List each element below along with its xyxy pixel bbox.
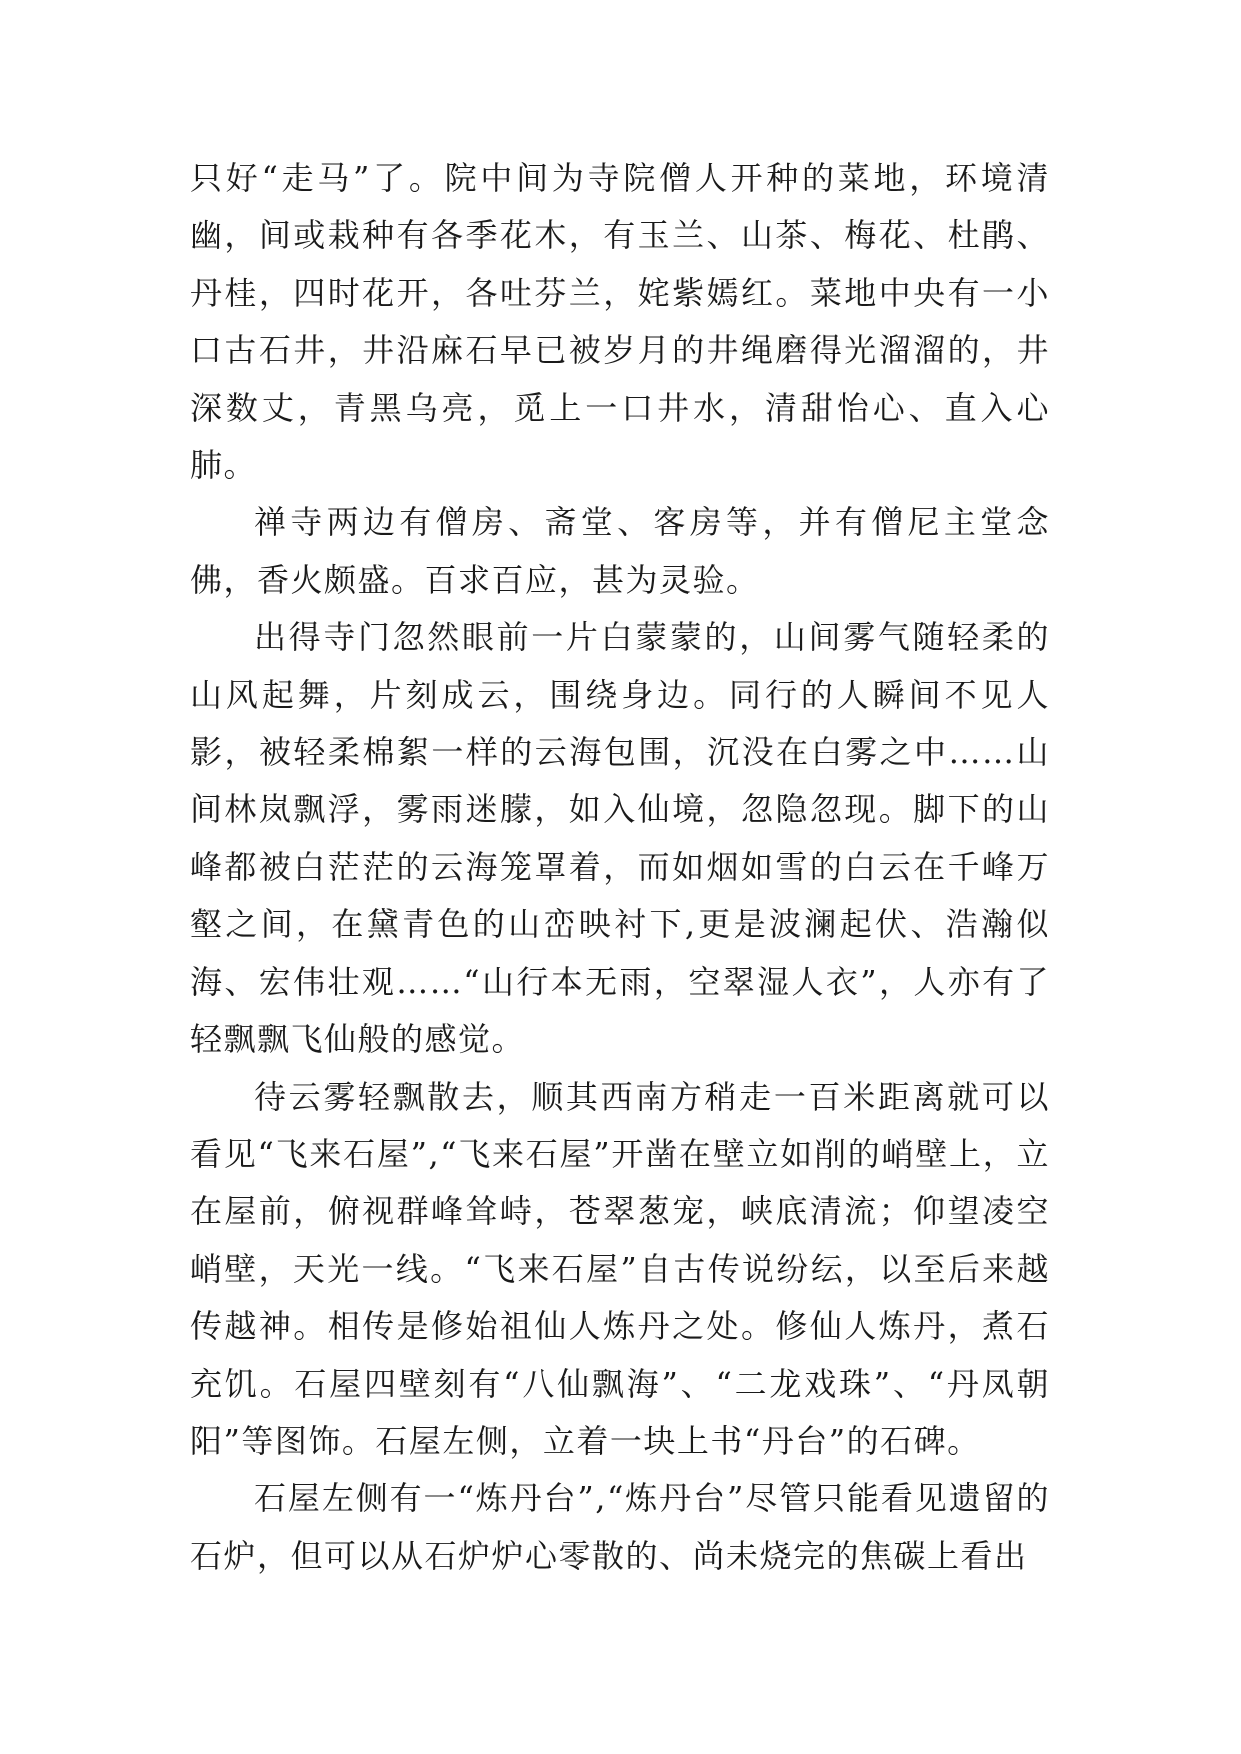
paragraph-5: 石屋左侧有一“炼丹台”,“炼丹台”尽管只能看见遗留的石炉，但可以从石炉炉心零散的、尚未烧完的焦碳上看出 xyxy=(190,1479,1050,1575)
paragraph-4: 待云雾轻飘散去，顺其西南方稍走一百米距离就可以看见“飞来石屋”,“飞来石屋”开凿在壁立如削的峭壁上，立在屋前，俯视群峰耸峙，苍翠葱宠，峡底清流；仰望凌空峭壁，天光一线。“飞来石屋”自古传说纷纭，以至后来越传越神。相传是修始祖仙人炼丹之处。修仙人炼丹，煮石充饥。石屋四壁刻有“八仙飘海”、“二龙戏珠”、“丹凤朝阳”等图饰。石屋左侧，立着一块上书“丹台”的石碑。 xyxy=(190,1077,1050,1460)
paragraph-3: 出得寺门忽然眼前一片白蒙蒙的，山间雾气随轻柔的山风起舞，片刻成云，围绕身边。同行的人瞬间不见人影，被轻柔棉絮一样的云海包围，沉没在白雾之中……山间林岚飘浮，雾雨迷朦，如入仙境，忽隐忽现。脚下的山峰都被白茫茫的云海笼罩着，而如烟如雪的白云在千峰万壑之间，在黛青色的山峦映衬下,更是波澜起伏、浩瀚似海、宏伟壮观……“山行本无雨，空翠湿人衣”，人亦有了轻飘飘飞仙般的感觉。 xyxy=(190,618,1050,1059)
paragraph-1: 只好“走马”了。院中间为寺院僧人开种的菜地，环境清幽，间或栽种有各季花木，有玉兰、山茶、梅花、杜鹃、丹桂，四时花开，各吐芬兰，姹紫嫣红。菜地中央有一小口古石井，井沿麻石早已被岁月的井绳磨得光溜溜的，井深数丈，青黑乌亮，觅上一口井水，清甜怡心、直入心肺。 xyxy=(190,159,1050,485)
paragraph-2: 禅寺两边有僧房、斋堂、客房等，并有僧尼主堂念佛，香火颇盛。百求百应，甚为灵验。 xyxy=(190,503,1050,599)
document-body xyxy=(190,150,1050,1585)
